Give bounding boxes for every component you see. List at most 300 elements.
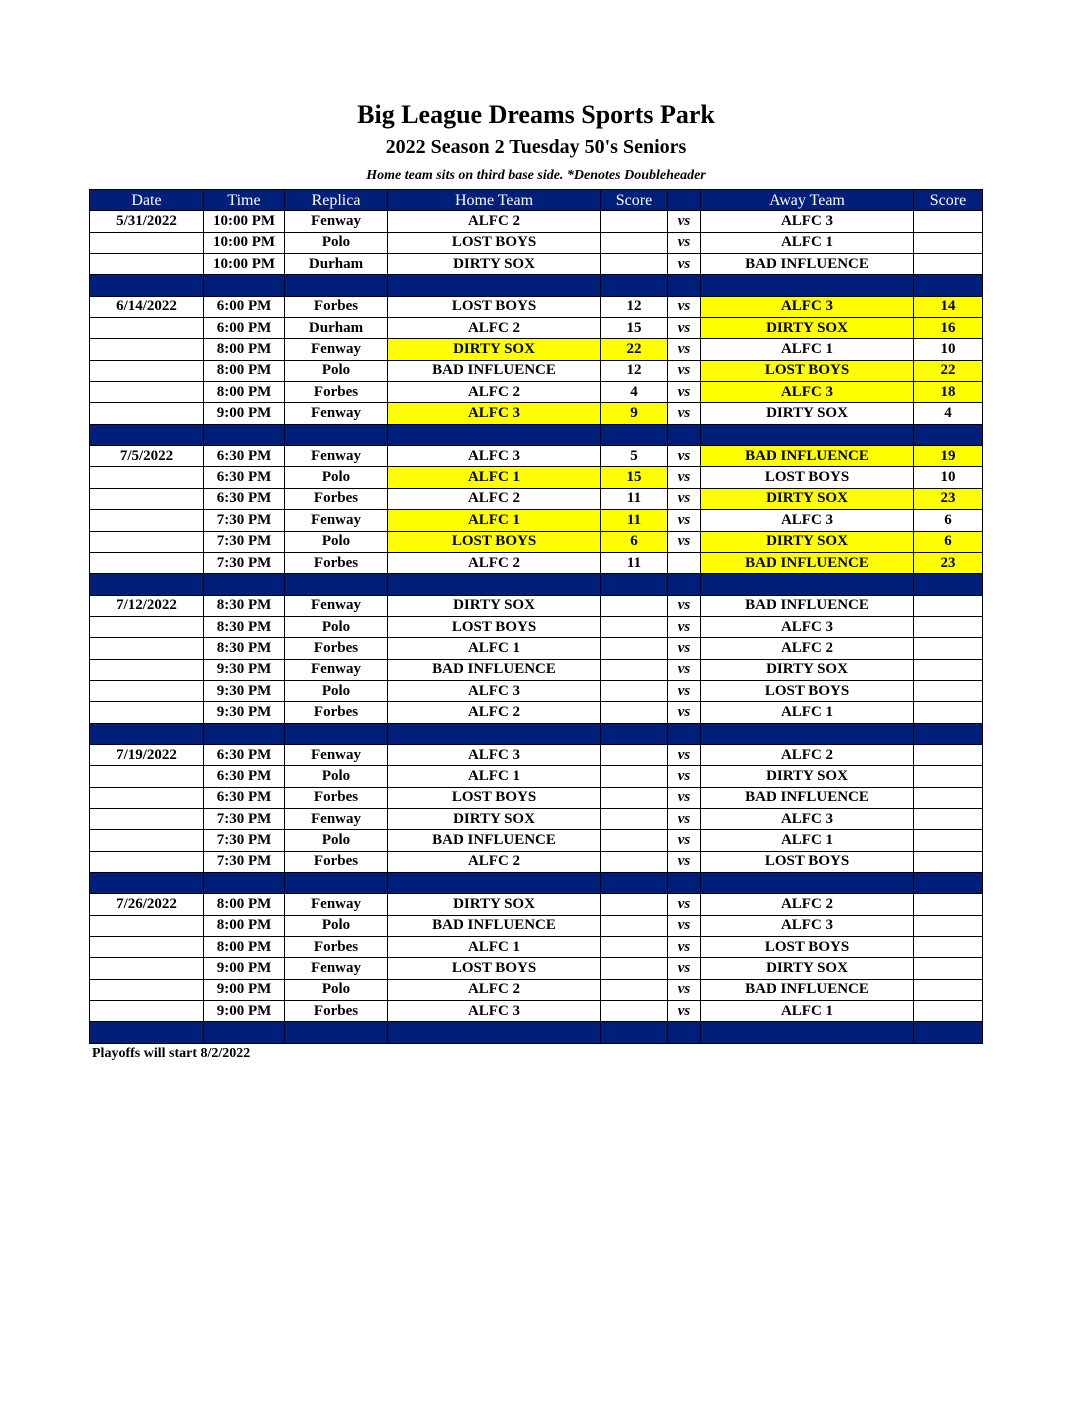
home-score-cell: 5: [601, 446, 668, 467]
separator-cell: [204, 873, 285, 894]
replica-field-cell: Forbes: [285, 638, 388, 659]
separator-cell: [204, 1022, 285, 1043]
home-score-cell: [601, 595, 668, 616]
time-cell: 10:00 PM: [204, 232, 285, 253]
separator-cell: [701, 574, 914, 595]
game-row: [90, 851, 983, 872]
away-score-cell: [914, 915, 983, 936]
game-row: [90, 531, 983, 552]
date-cell: [90, 915, 204, 936]
home-score-cell: [601, 808, 668, 829]
away-score-cell: [914, 659, 983, 680]
time-cell: 7:30 PM: [204, 851, 285, 872]
replica-field-cell: Polo: [285, 680, 388, 701]
home-score-cell: [601, 680, 668, 701]
home-score-cell: [601, 830, 668, 851]
separator-cell: [388, 1022, 601, 1043]
home-score-cell: [601, 1001, 668, 1022]
time-cell: 7:30 PM: [204, 808, 285, 829]
time-cell: 7:30 PM: [204, 830, 285, 851]
col-header-away-score: Score: [914, 190, 983, 211]
col-header-replica: Replica: [285, 190, 388, 211]
game-row: [90, 894, 983, 915]
game-row: [90, 915, 983, 936]
home-score-cell: [601, 702, 668, 723]
replica-field-cell: Forbes: [285, 787, 388, 808]
away-score-cell: 14: [914, 296, 983, 317]
away-score-cell: [914, 211, 983, 232]
away-team-cell: ALFC 1: [701, 1001, 914, 1022]
away-team-cell: BAD INFLUENCE: [701, 787, 914, 808]
away-team-cell: ALFC 3: [701, 616, 914, 637]
home-score-cell: [601, 766, 668, 787]
home-team-cell: DIRTY SOX: [388, 808, 601, 829]
home-score-cell: [601, 744, 668, 765]
away-team-cell: DIRTY SOX: [701, 958, 914, 979]
date-cell: 6/14/2022: [90, 296, 204, 317]
away-score-cell: [914, 830, 983, 851]
separator-cell: [90, 723, 204, 744]
separator-cell: [90, 574, 204, 595]
separator-cell: [388, 873, 601, 894]
home-score-cell: 9: [601, 403, 668, 424]
time-cell: 10:00 PM: [204, 254, 285, 275]
time-cell: 7:30 PM: [204, 510, 285, 531]
date-cell: 7/5/2022: [90, 446, 204, 467]
date-cell: [90, 702, 204, 723]
date-cell: [90, 616, 204, 637]
away-team-cell: ALFC 1: [701, 830, 914, 851]
separator-cell: [601, 1022, 668, 1043]
away-score-cell: [914, 595, 983, 616]
home-team-cell: ALFC 2: [388, 488, 601, 509]
vs-cell: vs: [668, 531, 701, 552]
date-cell: [90, 1001, 204, 1022]
away-score-cell: [914, 638, 983, 659]
home-team-cell: ALFC 3: [388, 680, 601, 701]
away-team-cell: BAD INFLUENCE: [701, 446, 914, 467]
away-score-cell: 16: [914, 318, 983, 339]
home-score-cell: 15: [601, 467, 668, 488]
game-row: [90, 318, 983, 339]
game-row: [90, 211, 983, 232]
game-row: [90, 744, 983, 765]
home-team-cell: ALFC 2: [388, 552, 601, 573]
home-score-cell: 11: [601, 552, 668, 573]
separator-cell: [285, 275, 388, 296]
date-cell: [90, 979, 204, 1000]
away-score-cell: 23: [914, 552, 983, 573]
date-cell: [90, 488, 204, 509]
vs-cell: vs: [668, 958, 701, 979]
separator-cell: [668, 723, 701, 744]
date-cell: [90, 382, 204, 403]
vs-cell: vs: [668, 659, 701, 680]
away-score-cell: [914, 254, 983, 275]
time-cell: 8:00 PM: [204, 894, 285, 915]
away-score-cell: 6: [914, 510, 983, 531]
away-team-cell: ALFC 2: [701, 638, 914, 659]
away-team-cell: LOST BOYS: [701, 467, 914, 488]
week-separator-row: [90, 275, 983, 296]
away-score-cell: 10: [914, 339, 983, 360]
time-cell: 8:00 PM: [204, 339, 285, 360]
date-cell: [90, 232, 204, 253]
game-row: [90, 446, 983, 467]
date-cell: [90, 787, 204, 808]
home-team-cell: ALFC 2: [388, 979, 601, 1000]
replica-field-cell: Forbes: [285, 1001, 388, 1022]
table-header-row: [90, 190, 983, 211]
away-score-cell: [914, 766, 983, 787]
away-score-cell: [914, 808, 983, 829]
vs-cell: [668, 552, 701, 573]
time-cell: 9:00 PM: [204, 403, 285, 424]
away-team-cell: ALFC 2: [701, 744, 914, 765]
game-row: [90, 232, 983, 253]
col-header-vs: [668, 190, 701, 211]
home-score-cell: 6: [601, 531, 668, 552]
time-cell: 8:30 PM: [204, 595, 285, 616]
home-score-cell: [601, 638, 668, 659]
date-cell: 7/12/2022: [90, 595, 204, 616]
home-team-cell: ALFC 2: [388, 211, 601, 232]
away-team-cell: ALFC 2: [701, 894, 914, 915]
replica-field-cell: Forbes: [285, 488, 388, 509]
time-cell: 8:00 PM: [204, 360, 285, 381]
away-score-cell: 18: [914, 382, 983, 403]
game-row: [90, 638, 983, 659]
game-row: [90, 787, 983, 808]
vs-cell: vs: [668, 403, 701, 424]
replica-field-cell: Fenway: [285, 446, 388, 467]
replica-field-cell: Fenway: [285, 659, 388, 680]
page-title: Big League Dreams Sports Park: [357, 100, 715, 129]
vs-cell: vs: [668, 702, 701, 723]
date-cell: [90, 958, 204, 979]
home-score-cell: [601, 616, 668, 637]
away-score-cell: [914, 851, 983, 872]
time-cell: 6:30 PM: [204, 766, 285, 787]
replica-field-cell: Polo: [285, 232, 388, 253]
date-cell: [90, 659, 204, 680]
separator-cell: [90, 1022, 204, 1043]
date-cell: [90, 808, 204, 829]
away-team-cell: ALFC 1: [701, 702, 914, 723]
home-team-cell: LOST BOYS: [388, 958, 601, 979]
vs-cell: vs: [668, 232, 701, 253]
time-cell: 9:00 PM: [204, 1001, 285, 1022]
away-team-cell: DIRTY SOX: [701, 318, 914, 339]
time-cell: 9:00 PM: [204, 958, 285, 979]
home-score-cell: [601, 787, 668, 808]
separator-cell: [204, 723, 285, 744]
separator-cell: [668, 424, 701, 445]
away-team-cell: ALFC 3: [701, 510, 914, 531]
separator-cell: [668, 873, 701, 894]
home-team-cell: ALFC 3: [388, 446, 601, 467]
home-team-cell: BAD INFLUENCE: [388, 659, 601, 680]
time-cell: 8:00 PM: [204, 937, 285, 958]
home-score-cell: [601, 958, 668, 979]
schedule-body: [90, 211, 983, 1043]
vs-cell: vs: [668, 510, 701, 531]
separator-cell: [914, 275, 983, 296]
away-score-cell: 4: [914, 403, 983, 424]
home-score-cell: [601, 915, 668, 936]
col-header-time: Time: [204, 190, 285, 211]
away-score-cell: 10: [914, 467, 983, 488]
replica-field-cell: Fenway: [285, 211, 388, 232]
separator-cell: [668, 574, 701, 595]
home-score-cell: [601, 851, 668, 872]
away-team-cell: DIRTY SOX: [701, 531, 914, 552]
date-cell: [90, 254, 204, 275]
game-row: [90, 467, 983, 488]
week-separator-row: [90, 873, 983, 894]
time-cell: 6:30 PM: [204, 488, 285, 509]
home-score-cell: 4: [601, 382, 668, 403]
date-cell: [90, 766, 204, 787]
vs-cell: vs: [668, 787, 701, 808]
replica-field-cell: Forbes: [285, 382, 388, 403]
replica-field-cell: Polo: [285, 766, 388, 787]
home-team-cell: LOST BOYS: [388, 616, 601, 637]
date-cell: [90, 510, 204, 531]
date-cell: [90, 830, 204, 851]
home-score-cell: [601, 659, 668, 680]
vs-cell: vs: [668, 915, 701, 936]
replica-field-cell: Forbes: [285, 851, 388, 872]
separator-cell: [701, 1022, 914, 1043]
date-cell: [90, 403, 204, 424]
home-score-cell: 12: [601, 360, 668, 381]
game-row: [90, 595, 983, 616]
home-team-cell: LOST BOYS: [388, 232, 601, 253]
replica-field-cell: Polo: [285, 979, 388, 1000]
date-cell: [90, 360, 204, 381]
vs-cell: vs: [668, 830, 701, 851]
time-cell: 9:00 PM: [204, 979, 285, 1000]
separator-cell: [914, 424, 983, 445]
vs-cell: vs: [668, 296, 701, 317]
game-row: [90, 296, 983, 317]
home-score-cell: [601, 979, 668, 1000]
home-team-cell: BAD INFLUENCE: [388, 915, 601, 936]
home-team-cell: LOST BOYS: [388, 296, 601, 317]
time-cell: 6:30 PM: [204, 744, 285, 765]
separator-cell: [914, 1022, 983, 1043]
separator-cell: [388, 574, 601, 595]
playoffs-note: Playoffs will start 8/2/2022: [92, 1046, 251, 1061]
replica-field-cell: Polo: [285, 531, 388, 552]
game-row: [90, 659, 983, 680]
date-cell: [90, 531, 204, 552]
separator-cell: [914, 574, 983, 595]
away-team-cell: LOST BOYS: [701, 680, 914, 701]
time-cell: 6:30 PM: [204, 446, 285, 467]
separator-cell: [914, 873, 983, 894]
home-team-cell: ALFC 2: [388, 702, 601, 723]
game-row: [90, 808, 983, 829]
home-team-cell: ALFC 1: [388, 510, 601, 531]
away-score-cell: [914, 1001, 983, 1022]
date-cell: [90, 851, 204, 872]
separator-cell: [388, 424, 601, 445]
vs-cell: vs: [668, 979, 701, 1000]
time-cell: 6:00 PM: [204, 318, 285, 339]
time-cell: 9:30 PM: [204, 680, 285, 701]
home-team-cell: DIRTY SOX: [388, 894, 601, 915]
home-score-cell: 12: [601, 296, 668, 317]
time-cell: 8:00 PM: [204, 915, 285, 936]
schedule-note: Home team sits on third base side. *Denotes Doubleheader: [366, 168, 706, 183]
date-cell: [90, 638, 204, 659]
vs-cell: vs: [668, 616, 701, 637]
away-score-cell: [914, 744, 983, 765]
replica-field-cell: Fenway: [285, 958, 388, 979]
game-row: [90, 510, 983, 531]
home-score-cell: 11: [601, 510, 668, 531]
home-team-cell: DIRTY SOX: [388, 339, 601, 360]
date-cell: 7/26/2022: [90, 894, 204, 915]
game-row: [90, 1001, 983, 1022]
time-cell: 9:30 PM: [204, 659, 285, 680]
col-header-date: Date: [90, 190, 204, 211]
separator-cell: [701, 424, 914, 445]
game-row: [90, 766, 983, 787]
game-row: [90, 488, 983, 509]
date-cell: 5/31/2022: [90, 211, 204, 232]
home-score-cell: [601, 254, 668, 275]
home-score-cell: [601, 894, 668, 915]
vs-cell: vs: [668, 339, 701, 360]
replica-field-cell: Fenway: [285, 894, 388, 915]
separator-cell: [204, 275, 285, 296]
replica-field-cell: Forbes: [285, 296, 388, 317]
home-score-cell: [601, 232, 668, 253]
home-team-cell: DIRTY SOX: [388, 254, 601, 275]
game-row: [90, 979, 983, 1000]
replica-field-cell: Fenway: [285, 510, 388, 531]
date-cell: [90, 318, 204, 339]
home-score-cell: [601, 937, 668, 958]
separator-cell: [668, 1022, 701, 1043]
away-team-cell: DIRTY SOX: [701, 488, 914, 509]
separator-cell: [285, 723, 388, 744]
home-team-cell: ALFC 3: [388, 1001, 601, 1022]
replica-field-cell: Fenway: [285, 403, 388, 424]
vs-cell: vs: [668, 808, 701, 829]
away-team-cell: BAD INFLUENCE: [701, 979, 914, 1000]
separator-cell: [601, 723, 668, 744]
home-team-cell: ALFC 3: [388, 403, 601, 424]
replica-field-cell: Durham: [285, 318, 388, 339]
separator-cell: [914, 723, 983, 744]
separator-cell: [601, 424, 668, 445]
vs-cell: vs: [668, 595, 701, 616]
schedule-table: [89, 189, 983, 1044]
date-cell: 7/19/2022: [90, 744, 204, 765]
away-score-cell: [914, 958, 983, 979]
separator-cell: [388, 723, 601, 744]
game-row: [90, 339, 983, 360]
replica-field-cell: Polo: [285, 915, 388, 936]
replica-field-cell: Forbes: [285, 552, 388, 573]
away-team-cell: ALFC 3: [701, 915, 914, 936]
home-team-cell: LOST BOYS: [388, 531, 601, 552]
away-team-cell: DIRTY SOX: [701, 403, 914, 424]
vs-cell: vs: [668, 1001, 701, 1022]
time-cell: 8:00 PM: [204, 382, 285, 403]
vs-cell: vs: [668, 467, 701, 488]
time-cell: 8:30 PM: [204, 638, 285, 659]
away-score-cell: 23: [914, 488, 983, 509]
away-team-cell: LOST BOYS: [701, 360, 914, 381]
game-row: [90, 552, 983, 573]
col-header-home-score: Score: [601, 190, 668, 211]
away-team-cell: LOST BOYS: [701, 851, 914, 872]
vs-cell: vs: [668, 851, 701, 872]
date-cell: [90, 467, 204, 488]
home-team-cell: ALFC 1: [388, 766, 601, 787]
replica-field-cell: Polo: [285, 467, 388, 488]
time-cell: 6:30 PM: [204, 787, 285, 808]
separator-cell: [388, 275, 601, 296]
away-score-cell: 19: [914, 446, 983, 467]
replica-field-cell: Fenway: [285, 339, 388, 360]
replica-field-cell: Forbes: [285, 702, 388, 723]
separator-cell: [601, 873, 668, 894]
home-score-cell: [601, 211, 668, 232]
separator-cell: [90, 424, 204, 445]
week-separator-row: [90, 1022, 983, 1043]
vs-cell: vs: [668, 894, 701, 915]
col-header-away-team: Away Team: [701, 190, 914, 211]
away-score-cell: [914, 894, 983, 915]
home-team-cell: BAD INFLUENCE: [388, 360, 601, 381]
vs-cell: vs: [668, 766, 701, 787]
game-row: [90, 360, 983, 381]
game-row: [90, 680, 983, 701]
away-team-cell: LOST BOYS: [701, 937, 914, 958]
separator-cell: [701, 723, 914, 744]
vs-cell: vs: [668, 680, 701, 701]
date-cell: [90, 339, 204, 360]
page-subtitle: 2022 Season 2 Tuesday 50's Seniors: [385, 136, 687, 158]
home-score-cell: 11: [601, 488, 668, 509]
vs-cell: vs: [668, 446, 701, 467]
week-separator-row: [90, 574, 983, 595]
replica-field-cell: Polo: [285, 830, 388, 851]
away-team-cell: BAD INFLUENCE: [701, 254, 914, 275]
away-score-cell: [914, 787, 983, 808]
vs-cell: vs: [668, 488, 701, 509]
away-team-cell: ALFC 1: [701, 339, 914, 360]
col-header-home-team: Home Team: [388, 190, 601, 211]
replica-field-cell: Forbes: [285, 937, 388, 958]
vs-cell: vs: [668, 937, 701, 958]
separator-cell: [285, 424, 388, 445]
away-team-cell: ALFC 3: [701, 808, 914, 829]
home-team-cell: ALFC 2: [388, 318, 601, 339]
separator-cell: [285, 1022, 388, 1043]
away-score-cell: [914, 680, 983, 701]
away-score-cell: [914, 232, 983, 253]
week-separator-row: [90, 723, 983, 744]
separator-cell: [601, 574, 668, 595]
home-team-cell: DIRTY SOX: [388, 595, 601, 616]
